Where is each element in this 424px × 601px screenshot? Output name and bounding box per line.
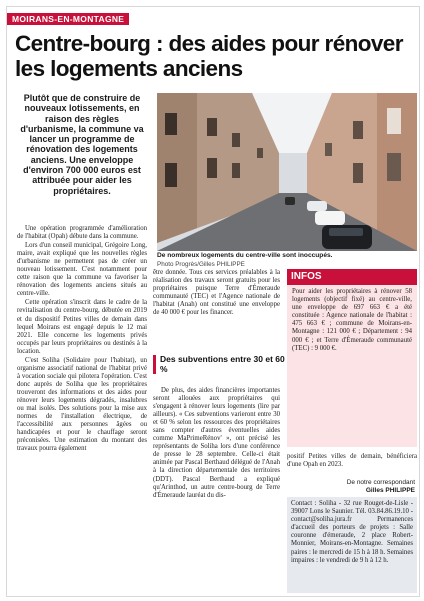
article-column-2-bottom xyxy=(153,387,280,500)
article-lead: Plutôt que de construire de nouveaux lotissements, en raison des règles d'urbanisme, la commune va lancer un programme de rénovation des logements anciens. Une enveloppe d'environ 700 000 euros est attribuée pour aider les propriétaires. xyxy=(20,93,144,196)
signature-label: De notre correspondant xyxy=(346,479,415,486)
paragraph: Cette opération s'inscrit dans le cadre de la revitalisation du centre-bourg, débutée en 2019 et du dispositif Petites villes de demain dans lequel Moirans est engagé depuis le 12 mai 2021. Elle concerne les logements privés occupés par leurs propriétaires ou destinés à la location. xyxy=(17,299,147,355)
article-subhead: Des subventions entre 30 et 60 % xyxy=(153,355,285,374)
street-photo xyxy=(157,93,417,251)
street-photo-image xyxy=(157,93,417,251)
paragraph: De plus, des aides financières importantes seront allouées aux propriétaires qui s'engagent à rénover leurs logements (lire par ailleurs). « Ces subventions varieront entre 30 et 60 % selon les ressources des propriétaires sans compter d'autres éventuelles aides comme MaPrimeRénov' », ont précisé les représentants de Soliha lors d'une conférence de presse le 28 septembre. Celle-ci était animée par Pascal Berthaud délégué de l'Anah à la direction départementale des territoires (DDT). Pascal Berthaud a expliqué qu'Arinthod, un autre centre-bourg de Terre d'Émeraude lauréat du dis- xyxy=(153,387,280,499)
infos-box xyxy=(287,269,417,447)
infos-box-text: Pour aider les propriétaires à rénover 58 logements (objectif fixé) au centre-ville, une enveloppe de 697 663 € a été constituée : Agence nationale de l'habitat : 475 663 € ; commune de Moirans-en-Montagne : 121 000 € ; Département : 94 000 € ; et Terre d'Émeraude communauté (TEC) : 9 000 €. xyxy=(292,288,412,352)
newspaper-article xyxy=(6,6,420,597)
author-signature xyxy=(287,479,415,495)
paragraph: être donnée. Tous ces services préalables à la réalisation des travaux seront gratuits pour les propriétaires puisque Terre d'Émeraude communauté (TEC) et l'Agence nationale de l'habitat (Anah) ont constitué une enveloppe de 40 000 € pour les financer. xyxy=(153,269,280,317)
paragraph: Lors d'un conseil municipal, Grégoire Long, maire, avait expliqué que les nouvelles règles d'urbanisme ne permettent pas de créer un nouveau lotissement. C'est notamment pour cette raison que la commune va favoriser la rénovation des logements anciens situés au centre-ville. xyxy=(17,242,147,298)
signature-name: Gilles PHILIPPE xyxy=(365,487,415,494)
article-column-3: positif Petites villes de demain, bénéficiera d'une Opah en 2023. xyxy=(287,453,417,469)
photo-credit: Photo Progrès/Gilles PHILIPPE xyxy=(157,261,245,268)
paragraph: Une opération programmée d'amélioration de l'habitat (Opah) débute dans la commune. xyxy=(17,225,147,241)
photo-caption: De nombreux logements du centre-ville sont inoccupés. xyxy=(157,252,333,259)
contact-box: Contact : Soliha - 32 rue Rouget-de-Lisle - 39007 Lons le Saunier. Tél. 03.84.86.19.10 - contact@soliha.jura.fr Permanences d'accueil des porteurs de projets : Salle couronne d'émeraude, 2 place Robert-Monnier, Moirans-en-Montagne. Semaines paires : le mercredi de 15 h à 18 h. Semaines impaires : le vendredi de 9 h à 12 h. xyxy=(287,497,417,593)
section-tag: MOIRANS-EN-MONTAGNE xyxy=(7,13,129,25)
infos-box-title: INFOS xyxy=(287,269,417,285)
article-headline: Centre-bourg : des aides pour rénover les logements anciens xyxy=(15,31,403,81)
paragraph: C'est Soliha (Solidaire pour l'habitat), un organisme associatif national de l'habitat privé à vocation sociale qui pilotera l'opération. C'est donc auprès de Soliha que les propriétaires trouveront des informations et des aides pour rénover leurs logements dégradés, insalubres ou mal isolés. Des solutions pour la mise aux normes de l'installation électrique, de l'accessibilité aux personnes âgées ou handicapées et pour le chauffage seront préconisées. Une estimation du montant des travaux pourra également xyxy=(17,356,147,453)
article-column-1 xyxy=(17,225,147,453)
